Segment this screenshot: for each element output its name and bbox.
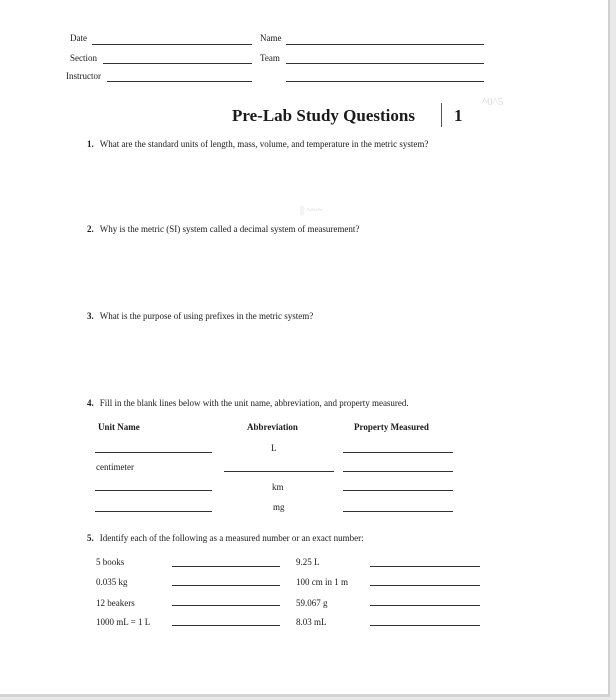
- identify-answer-blank[interactable]: [172, 585, 280, 586]
- property-blank[interactable]: [343, 471, 453, 472]
- identify-answer-blank[interactable]: [172, 605, 280, 606]
- question-number: 2.: [87, 224, 94, 234]
- question-number: 3.: [87, 311, 94, 321]
- question-number: 4.: [87, 398, 94, 408]
- property-blank[interactable]: [343, 452, 453, 453]
- name-field-line[interactable]: [286, 44, 484, 45]
- identify-answer-blank[interactable]: [370, 566, 480, 567]
- title-divider: [441, 103, 442, 127]
- identify-item: 0.035 kg: [96, 577, 128, 587]
- unit-name-blank[interactable]: [95, 490, 212, 491]
- column-header-abbreviation: Abbreviation: [247, 422, 298, 432]
- identify-item: 100 cm in 1 m: [296, 577, 348, 587]
- unit-name-blank[interactable]: [95, 511, 212, 512]
- identify-answer-blank[interactable]: [370, 605, 480, 606]
- abbreviation-value: L: [271, 443, 277, 453]
- abbreviation-blank[interactable]: [224, 471, 334, 472]
- question-text: Fill in the blank lines below with the unit name, abbreviation, and property measured.: [99, 398, 409, 408]
- question-text: Why is the metric (SI) system called a decimal system of measurement?: [99, 224, 360, 234]
- identify-item: 59.067 g: [296, 598, 328, 608]
- identify-item: 5 books: [96, 557, 125, 567]
- property-blank[interactable]: [343, 511, 453, 512]
- column-header-unit-name: Unit Name: [98, 422, 140, 432]
- identify-item: 9.25 L: [296, 557, 320, 567]
- chapter-number: 1: [454, 106, 463, 125]
- question-text: Identify each of the following as a measured number or an exact number:: [99, 533, 364, 543]
- identify-answer-blank[interactable]: [172, 566, 280, 567]
- bleed-through-mark: ^0^5: [482, 96, 504, 108]
- question-3: [87, 311, 313, 321]
- name-label: Name: [260, 33, 282, 43]
- property-blank[interactable]: [343, 490, 453, 491]
- team-label: Team: [260, 53, 280, 63]
- question-number: 5.: [87, 533, 94, 543]
- question-number: 1.: [87, 139, 94, 149]
- abbreviation-value: mg: [273, 502, 285, 512]
- column-header-property-measured: Property Measured: [354, 422, 429, 432]
- question-2: [87, 224, 359, 234]
- page-title: Pre-Lab Study Questions: [232, 106, 415, 125]
- date-label: Date: [70, 33, 87, 43]
- identify-item: 8.03 mL: [296, 617, 327, 627]
- bleed-through-mark: || ~~~: [300, 205, 323, 216]
- identify-answer-blank[interactable]: [370, 625, 480, 626]
- abbreviation-value: km: [272, 482, 284, 492]
- unit-name-value: centimeter: [96, 462, 134, 472]
- instructor-field-line[interactable]: [107, 81, 252, 82]
- identify-item: 12 beakers: [96, 598, 135, 608]
- instructor-label: Instructor: [66, 71, 101, 81]
- question-4: [87, 398, 409, 408]
- date-field-line[interactable]: [92, 44, 252, 45]
- team-field-line[interactable]: [286, 63, 484, 64]
- identify-answer-blank[interactable]: [370, 585, 480, 586]
- question-text: What is the purpose of using prefixes in the metric system?: [99, 311, 314, 321]
- section-field-line[interactable]: [103, 63, 252, 64]
- unit-name-blank[interactable]: [95, 452, 212, 453]
- question-text: What are the standard units of length, mass, volume, and temperature in the metric system?: [99, 139, 429, 149]
- extra-field-line[interactable]: [286, 81, 484, 82]
- question-5: [87, 533, 364, 543]
- question-1: [87, 139, 428, 149]
- identify-answer-blank[interactable]: [172, 625, 280, 626]
- section-label: Section: [70, 53, 97, 63]
- identify-item: 1000 mL = 1 L: [96, 617, 151, 627]
